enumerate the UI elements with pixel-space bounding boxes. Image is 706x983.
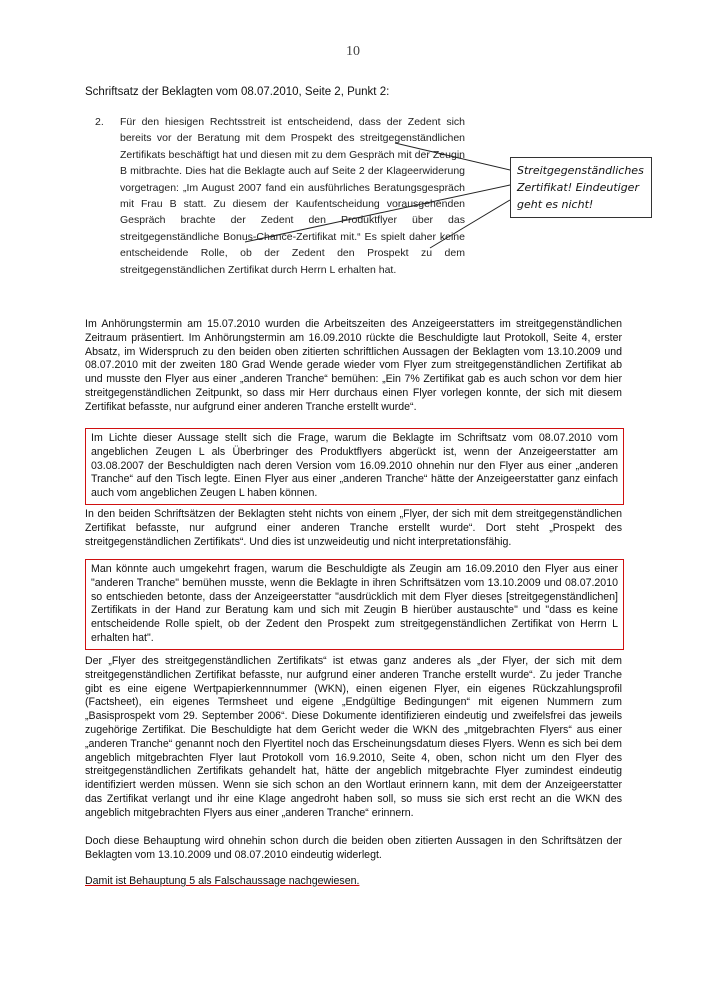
page-number: 10: [346, 44, 360, 59]
callout-box: Streitgegenständliches Zertifikat! Eindeutiger geht es nicht!: [510, 157, 652, 218]
paragraph-5: Der „Flyer des streitgegenständlichen Zertifikats“ ist etwas ganz anderes als „der Flyer, der sich mit dem streitgegenständlichen Zertifikat befasste, nur aufgrund einer anderen Tranche erstellt wurde“. Zu jeder Tranche gibt es eine eigene Wertpapierkennnummer (WKN), einen eigenen Flyer, ein eigenes Rückzahlungsprofil (Factsheet), ein eigenes Termsheet und eigene „Endgültige Bedingungen“ mit eigenen Nummern zum „Basisprospekt vom 29. September 2006“. Diese Dokumente identifizieren eindeutig und zweifelsfrei das jeweils zugehörige Zertifikat. Die Beschuldigte hat dem Gericht weder die WKN des „mitgebrachten Flyers“ aus einer „anderen Tranche“ genannt noch den Flyertitel noch das Erscheinungsdatum dieses Flyers. Wenn es sich bei dem angeblich mitgebrachten Flyer laut Protokoll vom 16.9.2010, Seite 4, oben, schon nicht um den Flyer des streitgegenständlichen Zertifikats gehandelt hat, hätte der angeblich mitgebrachte Flyer zumindest eindeutig identifiziert werden müssen. Wenn sie sich schon an den Wortlaut erinnern kann, mit dem der Anzeigeerstatter das Zertifikat verlangt und ihr eine Klage angedroht haben soll, so muss sie sich erst recht an die WKN des angeblich mitgebrachten Flyers aus einer „anderen Tranche“ erinnern.: [85, 655, 622, 819]
quote-text: Für den hiesigen Rechtsstreit ist entscheidend, dass der Zedent sich bereits vor der Beratung mit dem Prospekt des streitgegenständlichen Zertifikats beschäftigt hat und diesen mit zu dem Gespräch mit der Zeugin B mitbrachte. Dies hat die Beklagte auch auf Seite 2 der Klageerwiderung vorgetragen: „Im August 2007 fand ein ausführliches Beratungsgespräch mit Frau B statt. Zu diesem der Kaufentscheidung vorausgehenden Gespräch brachte der Zedent den Produktflyer über das streitgegenständliche Bonus-Chance-Zertifikat mit.“ Es spielt daher keine entscheidende Rolle, ob der Zedent den Prospekt zu dem streitgegenständlichen Zertifikat durch Herrn L erhalten hat.: [120, 116, 465, 276]
paragraph-2-boxed: Im Lichte dieser Aussage stellt sich die Frage, warum die Beklagte im Schriftsatz vom 08.07.2010 vom angeblichen Zeugen L als Überbringer des Produktflyers abgerückt ist, wenn der Anzeigeerstatter am 03.08.2007 der Beschuldigten nach deren Version vom 16.09.2010 ohnehin nur den Flyer aus einer „anderen Tranche“ auf den Tisch legte. Einen Flyer aus einer „anderen Tranche“ hätte der Anzeigeerstatter ganz einfach auch vom angeblichen Zeugen L haben können.: [85, 428, 624, 505]
paragraph-3: In den beiden Schriftsätzen der Beklagten steht nichts von einem „Flyer, der sich mit dem streitgegenständlichen Zertifikat befasste, nur aufgrund einer anderen Tranche erstellt wurde“. Dort steht „Prospekt des streitgegenständlichen Zertifikats“. Und dies ist unzweideutig und nicht interpretationsfähig.: [85, 508, 622, 548]
paragraph-4-boxed: Man könnte auch umgekehrt fragen, warum die Beschuldigte als Zeugin am 16.09.2010 den Flyer aus einer "anderen Tranche" bemühen musste, wenn die Beklagte in ihren Schriftsätzen vom 13.10.2009 und 08.07.2010 so entschieden betonte, dass der Anzeigeerstatter "ausdrücklich mit dem Flyer dieses [streitgegenständlichen] Zertifikats in der Hand zur Beratung kam und sich mit Zeugin B hierüber austauschte" und "dass es keine entscheidende Rolle spielt, ob der Zedent den Prospekt zum streitgegenständlichen Zertifikat von Herrn L erhalten hat".: [85, 559, 624, 650]
conclusion: Damit ist Behauptung 5 als Falschaussage nachgewiesen.: [85, 875, 360, 887]
quote-number: 2.: [95, 116, 104, 128]
paragraph-1: Im Anhörungstermin am 15.07.2010 wurden die Arbeitszeiten des Anzeigeerstatters im streitgegenständlichen Zeitraum präsentiert. Im Anhörungstermin am 16.09.2010 rückte die Beschuldigte laut Protokoll, Seite 4, erster Absatz, im Widerspruch zu den beiden oben zitierten schriftlichen Aussagen der Beklagten vom 13.10.2009 und 08.07.2010 mit der zweiten 180 Grad Wende gerade wieder vom Flyer zum streitgegenständlichen Zertifikat ab und musste den Flyer aus einer „anderen Tranche“ bemühen: „Ein 7% Zertifikat gab es auch schon vor dem hier streitgegenständlichen Zeitpunkt, so dass mir Herr durchaus einen Flyer vorlegen konnte, der sich mit diesem Zertifikat befasste, nur aufgrund einer anderen Tranche erstellt wurde“.: [85, 318, 622, 413]
section-heading: Schriftsatz der Beklagten vom 08.07.2010, Seite 2, Punkt 2:: [85, 86, 390, 98]
paragraph-6: Doch diese Behauptung wird ohnehin schon durch die beiden oben zitierten Aussagen in den Schriftsätzen der Beklagten vom 13.10.2009 und 08.07.2010 eindeutig widerlegt.: [85, 835, 622, 861]
arrow-line-2: [245, 185, 510, 242]
arrow-line-1: [395, 143, 510, 170]
arrow-line-3: [430, 200, 510, 248]
